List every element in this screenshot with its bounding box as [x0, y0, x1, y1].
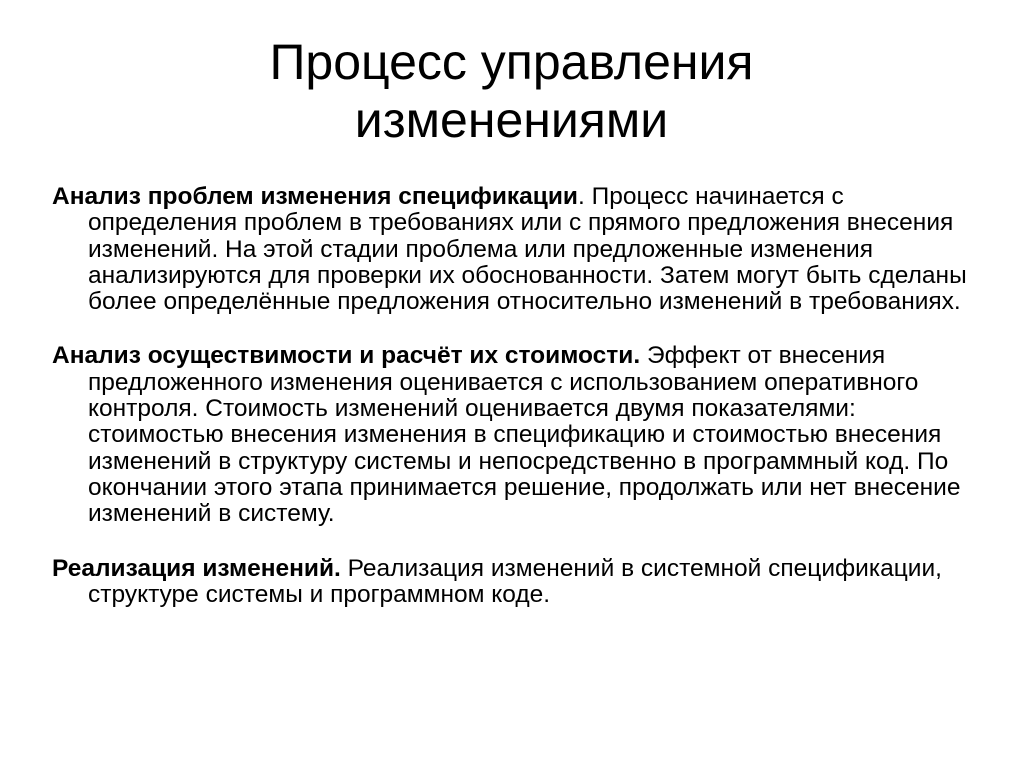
paragraph-lead: Анализ проблем изменения спецификации	[52, 183, 578, 210]
slide-body	[52, 184, 982, 608]
paragraph-lead: Анализ осуществимости и расчёт их стоимости.	[52, 342, 641, 370]
paragraph-text: Эффект от внесения предложенного изменения оценивается с использованием оперативного контроля. Стоимость изменений оценивается двумя показателями: стоимостью внесения изменения в спецификацию и стоимостью внесения изменений в структуру системы и непосредственно в программный код. По окончании этого этапа принимается решение, продолжать или нет внесение изменений в систему.	[88, 342, 961, 528]
slide-title	[0, 33, 1023, 149]
paragraph-text: Реализация изменений в системной спецификации, структуре системы и программном коде.	[88, 554, 942, 608]
paragraph-text: . Процесс начинается с определения проблем в требованиях или с прямого предложения внесения изменений. На этой стадии проблема или предложенные изменения анализируются для проверки их обоснованности. Затем могут быть сделаны более определённые предложения относительно изменений в требованиях.	[88, 183, 967, 316]
paragraph-lead: Реализация изменений.	[52, 554, 341, 582]
slide-title-line-1: Процесс управления	[269, 34, 754, 90]
paragraph-feasibility-cost	[52, 343, 982, 527]
paragraph-implementation	[52, 556, 982, 609]
paragraph-change-analysis	[52, 184, 982, 315]
slide-title-line-2: изменениями	[354, 92, 669, 148]
